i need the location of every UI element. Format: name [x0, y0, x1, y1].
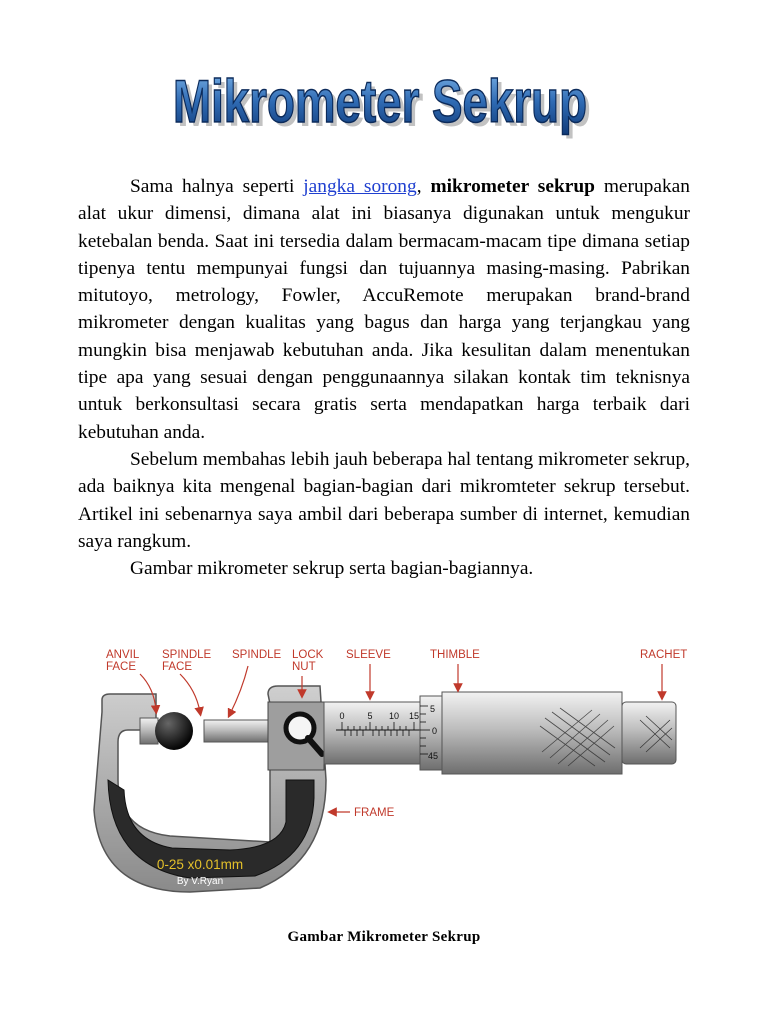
label-spindle-face-2: FACE — [162, 661, 193, 673]
term-bold: mikrometer sekrup — [430, 176, 595, 197]
title-shadow: Mikrometer Sekrup — [177, 72, 591, 139]
label-frame: FRAME — [354, 807, 395, 819]
label-anvil-face-2: FACE — [106, 661, 137, 673]
label-spindle-face-1: SPINDLE — [162, 649, 212, 661]
label-lock-nut-1: LOCK — [292, 649, 324, 661]
sleeve-scale-0: 0 — [339, 711, 345, 721]
frame-scale-text: 0-25 x0.01mm — [156, 857, 244, 872]
spindle — [204, 720, 270, 742]
micrometer-figure — [80, 630, 692, 918]
label-spindle: SPINDLE — [232, 649, 282, 661]
title-text: Mikrometer Sekrup — [173, 68, 587, 135]
paragraph-intro — [78, 173, 690, 446]
label-rachet: RACHET — [640, 649, 688, 661]
thimble-scale-5: 5 — [430, 704, 436, 714]
paragraph-figure-intro: Gambar mikrometer sekrup serta bagian-bagiannya. — [130, 558, 534, 580]
thimble-scale-0: 0 — [432, 726, 438, 736]
paragraph-before: Sebelum membahas lebih jauh beberapa hal tentang mikrometer sekrup, ada baiknya kita mengenal bagian-bagian dari mikromteter sekrup tersebut. Artikel ini sebenarnya saya ambil dari beberapa sumber di internet, kemudian saya rangkum. — [78, 448, 690, 552]
ratchet — [622, 702, 676, 764]
sleeve-scale-15: 15 — [408, 711, 420, 721]
intro-text: Sama halnya seperti — [130, 176, 304, 197]
article-body — [78, 173, 690, 582]
label-anvil-face-1: ANVIL — [106, 649, 140, 661]
label-lock-nut-2: NUT — [292, 661, 316, 673]
intro-rest: merupakan alat ukur dimensi, dimana alat ini biasanya digunakan untuk mengukur ketebalan benda. Saat ini tersedia dalam bermacam-macam tipe dimana setiap tipenya tentu mempunyai fungsi dan tujuannya masing-masing. Pabrikan mitutoyo, metrology, Fowler, AccuRemote merupakan brand-brand mikrometer dengan kualitas yang bagus dan harga yang terjangkau yang mungkin bisa menjawab kebutuhan anda. Jika kesulitan dalam menentukan tipe apa yang sesuai dengan penggunaannya silakan kontak tim teknisnya untuk berkonsultasi secara gratis serta mendapatkan harga terbaik dari kebutuhan anda. — [78, 176, 690, 443]
jangka-sorong-link[interactable]: jangka sorong — [303, 176, 417, 197]
sleeve-scale-5: 5 — [367, 711, 373, 721]
figure-caption: Gambar Mikrometer Sekrup — [287, 929, 481, 945]
page-title — [150, 64, 610, 154]
arrow-spindle — [230, 666, 248, 714]
anvil-ball — [155, 712, 193, 750]
thimble-scale-45: 45 — [428, 751, 439, 761]
label-sleeve: SLEEVE — [346, 649, 391, 661]
label-thimble: THIMBLE — [430, 649, 480, 661]
comma: , — [416, 176, 431, 197]
frame-author-text: By V.Ryan — [176, 876, 224, 887]
sleeve-scale-10: 10 — [388, 711, 400, 721]
arrow-spindle-face — [180, 674, 200, 712]
